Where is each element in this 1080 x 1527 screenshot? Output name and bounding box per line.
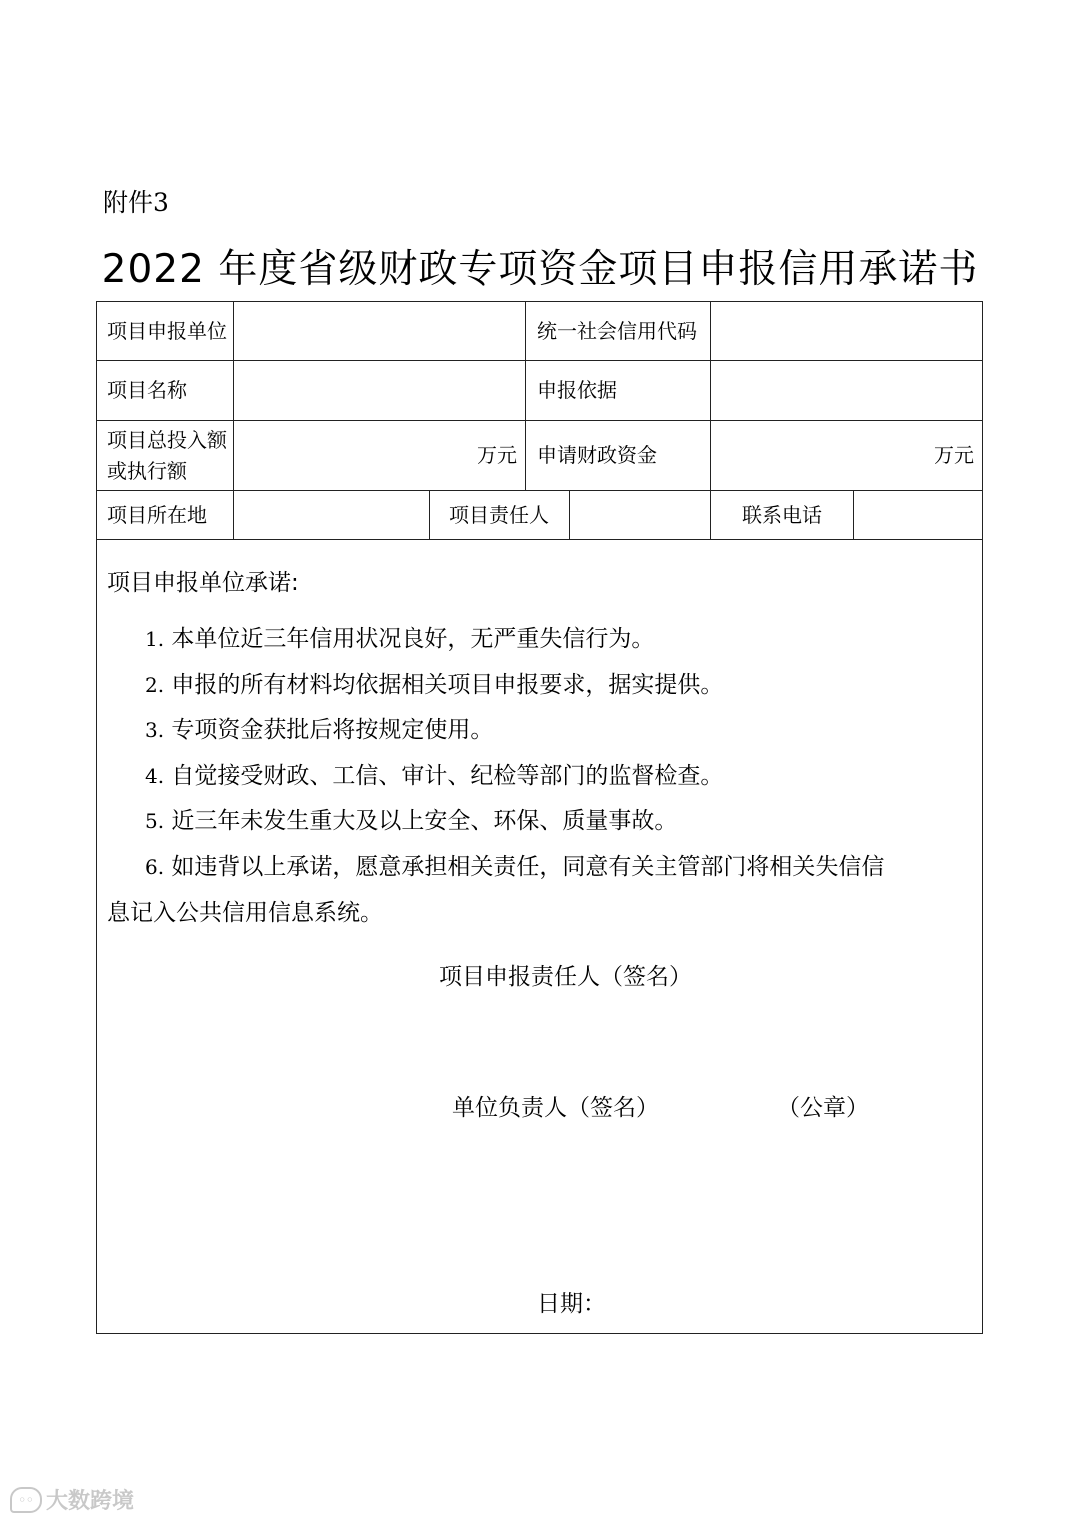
page-title: 2022 年度省级财政专项资金项目申报信用承诺书 [101, 247, 979, 292]
invest-unit: 万元 [477, 443, 517, 467]
location-field[interactable] [234, 491, 428, 539]
basis-field[interactable] [711, 361, 981, 420]
pledge-item [145, 620, 654, 653]
pledge-item [145, 757, 723, 790]
invest-label [107, 421, 227, 490]
watermark [10, 1484, 134, 1515]
pledge-item [145, 711, 493, 744]
seal-label: （公章） [777, 1095, 869, 1121]
col-divider [429, 490, 430, 539]
pledge-item-number: 5. [145, 809, 165, 833]
col-divider [525, 302, 526, 490]
chat-bubble-logo-icon: ◦◦ [10, 1487, 42, 1513]
pledge-item-number: 2. [145, 673, 165, 697]
pledge-item-continued: 息记入公共信用信息系统。 [107, 900, 383, 926]
project-name-field[interactable] [234, 361, 524, 420]
phone-field[interactable] [854, 491, 981, 539]
invest-label-line1: 项目总投入额 [107, 427, 227, 452]
pledge-item-number: 3. [145, 718, 165, 742]
fiscal-label: 申请财政资金 [537, 443, 657, 467]
person-field[interactable] [570, 491, 709, 539]
pledge-item [145, 802, 677, 835]
pledge-form-table [96, 301, 983, 1334]
signer-signature-label: 项目申报责任人（签名） [439, 964, 692, 990]
pledge-item-text: 近三年未发生重大及以上安全、环保、质量事故。 [171, 808, 678, 834]
pledge-item-number: 6. [145, 855, 165, 879]
pledge-item [145, 666, 723, 699]
pledge-heading: 项目申报单位承诺: [107, 570, 299, 596]
unit-label: 项目申报单位 [107, 318, 227, 343]
pledge-item-text: 自觉接受财政、工信、审计、纪检等部门的监督检查。 [171, 763, 724, 789]
invest-field[interactable] [234, 421, 517, 490]
fiscal-unit: 万元 [934, 443, 974, 467]
phone-label: 联系电话 [742, 502, 822, 527]
person-label: 项目责任人 [449, 502, 549, 527]
watermark-text: 大数跨境 [46, 1489, 135, 1514]
project-name-label: 项目名称 [107, 378, 187, 402]
fiscal-field[interactable] [711, 421, 974, 490]
credit-code-label: 统一社会信用代码 [537, 318, 697, 343]
invest-label-line2: 或执行额 [107, 458, 187, 483]
pledge-item-text: 如违背以上承诺，愿意承担相关责任，同意有关主管部门将相关失信信 [171, 854, 885, 880]
row-divider [97, 539, 982, 540]
pledge-item-text: 本单位近三年信用状况良好，无严重失信行为。 [171, 626, 655, 652]
pledge-item [145, 848, 884, 881]
credit-code-field[interactable] [711, 302, 981, 360]
unit-head-signature-label: 单位负责人（签名） [452, 1095, 659, 1121]
unit-field[interactable] [234, 302, 524, 360]
pledge-item-number: 4. [145, 764, 165, 788]
location-label: 项目所在地 [107, 502, 207, 527]
date-label: 日期： [537, 1291, 606, 1317]
basis-label: 申报依据 [537, 378, 617, 402]
pledge-item-number: 1. [145, 627, 165, 651]
pledge-item-text: 专项资金获批后将按规定使用。 [171, 717, 494, 743]
attachment-label: 附件3 [103, 188, 169, 217]
pledge-item-text: 申报的所有材料均依据相关项目申报要求，据实提供。 [171, 672, 724, 698]
